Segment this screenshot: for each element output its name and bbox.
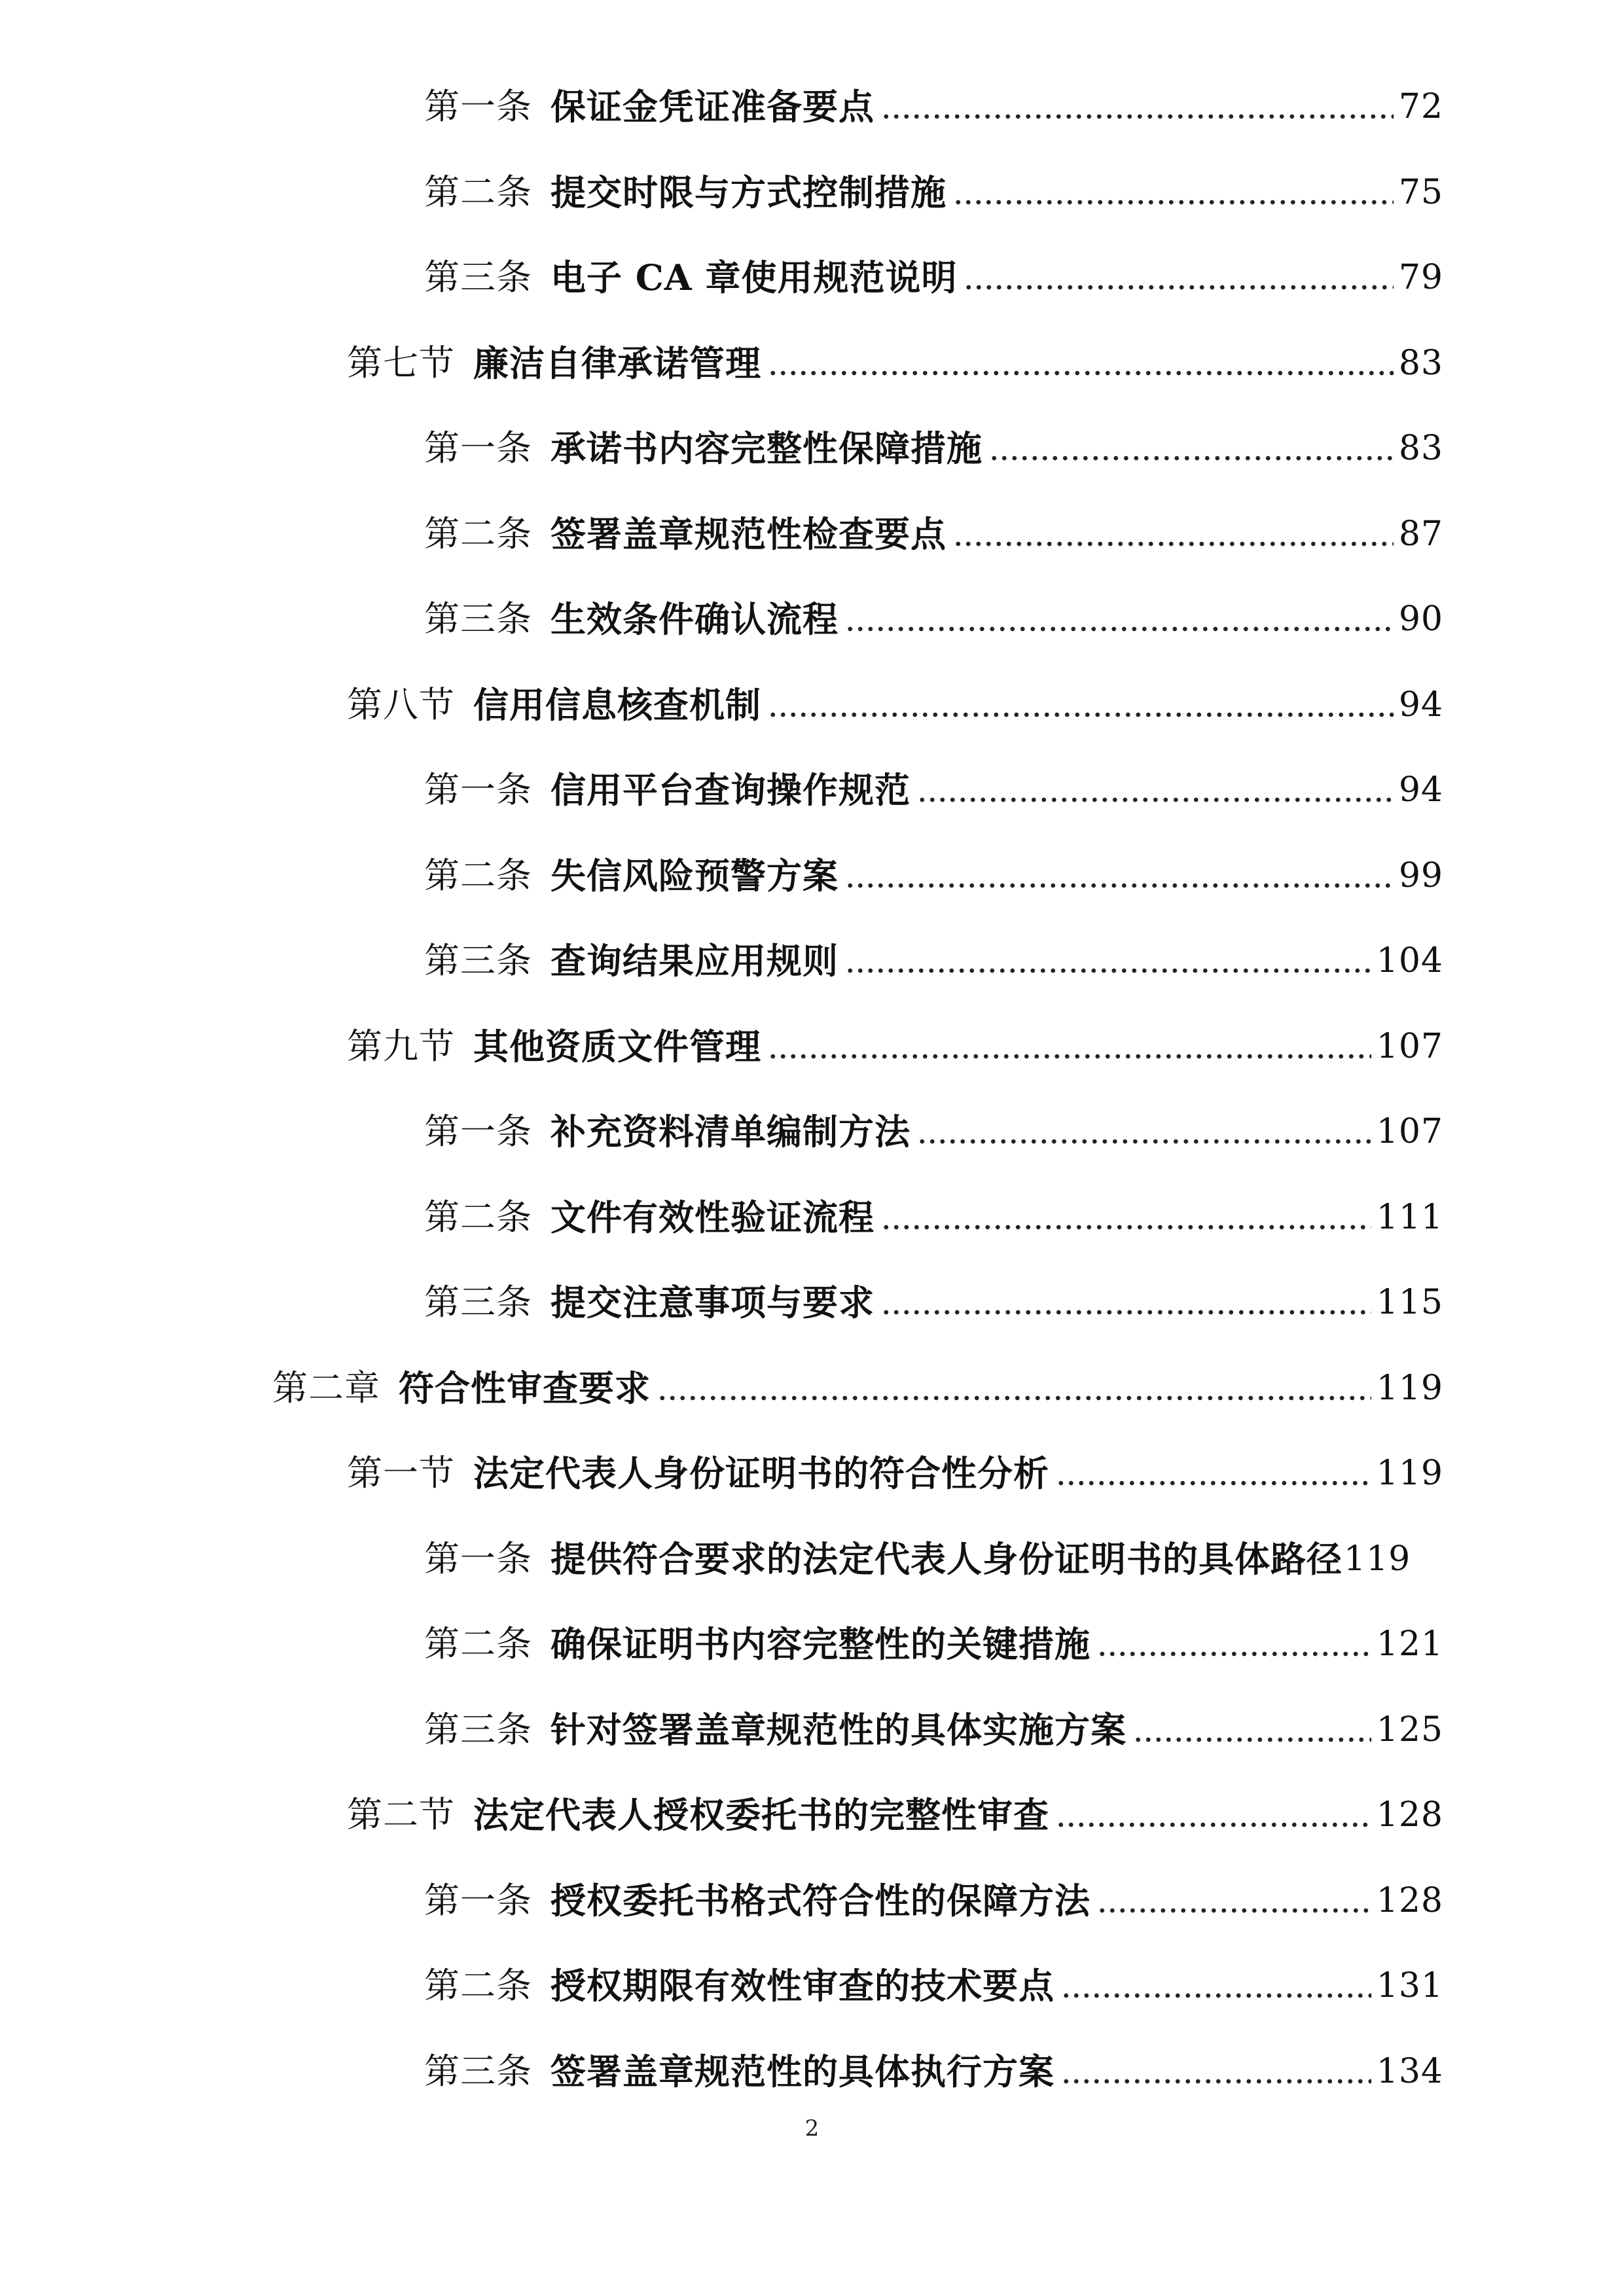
toc-entry[interactable] (424, 161, 1443, 224)
toc-entry-title: 文件有效性验证流程 (550, 1196, 875, 1238)
toc-entry-label: 第三条 (424, 1282, 532, 1323)
toc-entry-title: 法定代表人授权委托书的完整性审查 (473, 1794, 1049, 1836)
toc-entry-page-number: 131 (1376, 1966, 1443, 2005)
toc-entry-label: 第三条 (424, 2050, 532, 2092)
toc-entry[interactable] (424, 1954, 1443, 2017)
toc-entry-title: 其他资质文件管理 (473, 1025, 761, 1067)
toc-entry-page-number: 90 (1398, 600, 1443, 639)
toc-entry[interactable] (347, 1784, 1443, 1846)
toc-entry-title: 签署盖章规范性的具体执行方案 (550, 2050, 1055, 2092)
toc-entry[interactable] (424, 588, 1443, 651)
toc-entry[interactable] (424, 929, 1443, 992)
toc-entry-page-number: 121 (1376, 1624, 1443, 1664)
toc-entry-label: 第一条 (424, 1879, 532, 1921)
toc-entry-title: 信用平台查询操作规范 (550, 769, 911, 811)
toc-dot-leader (881, 113, 1394, 120)
toc-entry-label: 第二节 (347, 1794, 455, 1835)
toc-dot-leader (953, 198, 1394, 206)
toc-entry-title: 保证金凭证准备要点 (550, 86, 875, 128)
toc-entry-page-number: 119 (1376, 1368, 1443, 1408)
toc-entry-page-number: 111 (1376, 1197, 1443, 1237)
toc-entry-label: 第三条 (424, 598, 532, 639)
toc-dot-leader (1056, 1821, 1371, 1829)
toc-dot-leader (1097, 1650, 1371, 1658)
toc-dot-leader (917, 1138, 1371, 1145)
toc-entry-label: 第二条 (424, 171, 532, 213)
toc-entry[interactable] (347, 332, 1443, 395)
toc-entry-page-number: 104 (1376, 941, 1443, 980)
page-number: 2 (804, 2115, 820, 2142)
toc-entry[interactable] (424, 75, 1443, 138)
toc-entry-label: 第一条 (424, 1537, 532, 1579)
toc-dot-leader (768, 1052, 1371, 1060)
toc-entry-page-number: 83 (1398, 429, 1443, 468)
toc-entry-title: 提交时限与方式控制措施 (550, 171, 947, 213)
toc-entry-label: 第三条 (424, 940, 532, 981)
toc-entry-page-number: 125 (1376, 1710, 1443, 1749)
toc-entry-label: 第一条 (424, 427, 532, 469)
toc-entry-page-number: 94 (1398, 685, 1443, 725)
toc-entry-label: 第一条 (424, 769, 532, 810)
toc-entry-label: 第九节 (347, 1025, 455, 1067)
toc-entry-title: 信用信息核查机制 (473, 683, 761, 726)
toc-dot-leader (881, 1223, 1371, 1231)
toc-entry-title: 授权期限有效性审查的技术要点 (550, 1965, 1055, 2007)
toc-entry[interactable] (424, 759, 1443, 821)
toc-entry-label: 第七节 (347, 342, 455, 384)
toc-entry-page-number: 107 (1376, 1026, 1443, 1066)
toc-entry-label: 第三条 (424, 257, 532, 298)
toc-entry-title: 查询结果应用规则 (550, 940, 839, 982)
toc-dot-leader (768, 711, 1394, 719)
toc-entry[interactable] (424, 1613, 1443, 1676)
toc-entry[interactable] (424, 1271, 1443, 1334)
toc-entry-title: 针对签署盖章规范性的具体实施方案 (550, 1708, 1127, 1751)
toc-dot-leader (1097, 1907, 1371, 1914)
toc-entry-title: 补充资料清单编制方法 (550, 1111, 911, 1153)
toc-entry-title: 电子 CA 章使用规范说明 (550, 257, 958, 298)
toc-entry-title: 确保证明书内容完整性的关键措施 (550, 1623, 1091, 1665)
toc-entry-page-number: 72 (1398, 87, 1443, 126)
toc-entry-title: 提供符合要求的法定代表人身份证明书的具体路径 (550, 1537, 1343, 1580)
toc-entry[interactable] (272, 1357, 1443, 1420)
toc-entry-title: 失信风险预警方案 (550, 854, 839, 897)
toc-entry[interactable] (424, 2040, 1443, 2103)
toc-entry-label: 第二条 (424, 1965, 532, 2006)
toc-dot-leader (1061, 2077, 1371, 2085)
toc-entry-page-number: 87 (1398, 514, 1443, 554)
toc-entry-page-number: 119 (1344, 1539, 1411, 1579)
toc-dot-leader (845, 625, 1394, 633)
toc-entry-label: 第二条 (424, 1623, 532, 1664)
toc-entry-page-number: 134 (1376, 2051, 1443, 2091)
toc-entry-page-number: 94 (1398, 770, 1443, 810)
toc-entry[interactable] (424, 1698, 1443, 1761)
toc-entry-title: 法定代表人身份证明书的符合性分析 (473, 1452, 1049, 1494)
toc-entry-title: 承诺书内容完整性保障措施 (550, 427, 983, 469)
toc-dot-leader (1061, 1992, 1371, 2000)
toc-dot-leader (989, 454, 1394, 462)
toc-entry-title: 廉洁自律承诺管理 (473, 342, 761, 384)
toc-entry-page-number: 83 (1398, 343, 1443, 383)
toc-entry[interactable] (424, 1186, 1443, 1249)
toc-entry-page-number: 119 (1376, 1454, 1443, 1493)
toc-entry[interactable] (347, 673, 1443, 736)
toc-entry[interactable] (424, 1528, 1476, 1590)
toc-dot-leader (657, 1394, 1371, 1402)
toc-entry-label: 第二条 (424, 1196, 532, 1238)
toc-dot-leader (917, 796, 1394, 804)
toc-dot-leader (953, 540, 1394, 548)
toc-entry-label: 第二章 (272, 1367, 380, 1408)
toc-entry-page-number: 115 (1376, 1283, 1443, 1322)
toc-entry[interactable] (347, 1015, 1443, 1078)
toc-entry[interactable] (424, 1869, 1443, 1932)
toc-entry-title: 符合性审查要求 (399, 1367, 651, 1409)
toc-entry-page-number: 128 (1376, 1795, 1443, 1835)
toc-entry-page-number: 75 (1398, 172, 1443, 212)
toc-entry[interactable] (424, 1100, 1443, 1163)
toc-entry-label: 第二条 (424, 512, 532, 554)
toc-entry-label: 第一条 (424, 1111, 532, 1152)
toc-dot-leader (845, 967, 1371, 975)
toc-dot-leader (1056, 1479, 1371, 1487)
toc-entry-label: 第二条 (424, 854, 532, 896)
toc-entry-page-number: 128 (1376, 1880, 1443, 1920)
toc-entry[interactable] (424, 844, 1443, 907)
toc-entry[interactable] (424, 246, 1443, 309)
toc-entry-page-number: 99 (1398, 855, 1443, 895)
toc-entry-label: 第一节 (347, 1452, 455, 1494)
toc-entry-page-number: 107 (1376, 1112, 1443, 1151)
toc-entry-label: 第八节 (347, 683, 455, 725)
toc-dot-leader (964, 283, 1393, 291)
toc-entry[interactable] (424, 503, 1443, 565)
toc-entry-title: 授权委托书格式符合性的保障方法 (550, 1879, 1091, 1922)
toc-entry-page-number: 79 (1398, 258, 1443, 297)
toc-dot-leader (1133, 1736, 1371, 1744)
toc-dot-leader (768, 369, 1394, 377)
toc-entry-title: 提交注意事项与要求 (550, 1282, 875, 1323)
toc-entry-label: 第三条 (424, 1708, 532, 1750)
toc-dot-leader (881, 1308, 1371, 1316)
toc-dot-leader (845, 882, 1394, 889)
toc-entry-label: 第一条 (424, 86, 532, 127)
toc-entry-title: 签署盖章规范性检查要点 (550, 512, 947, 555)
toc-entry[interactable] (424, 417, 1443, 480)
toc-entry-title: 生效条件确认流程 (550, 598, 839, 640)
toc-entry[interactable] (347, 1442, 1443, 1505)
